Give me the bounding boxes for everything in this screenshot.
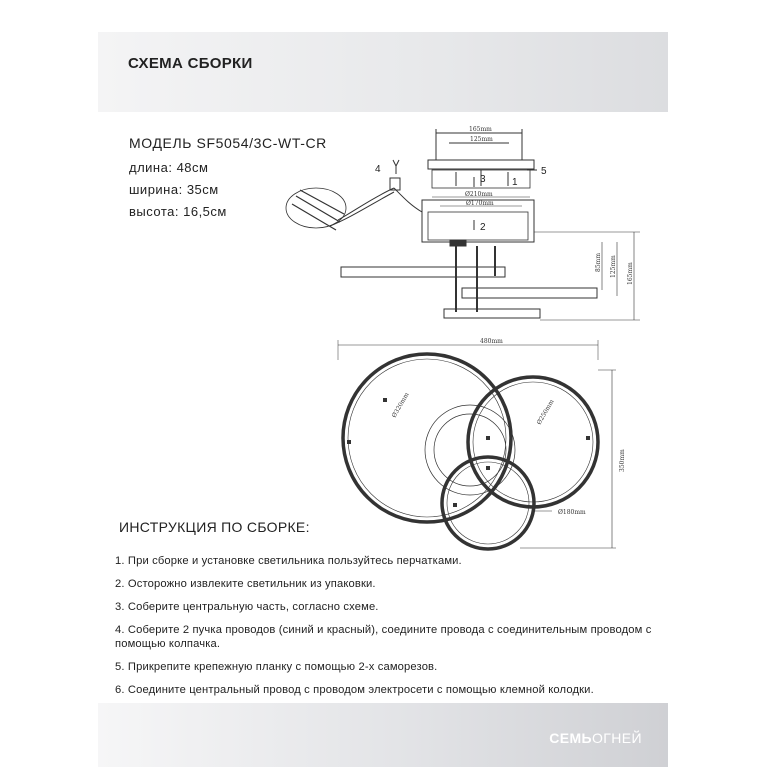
instruction-list <box>115 554 675 706</box>
terminal-block-icon <box>390 178 400 190</box>
instruction-step-6 <box>115 683 675 697</box>
footer-band <box>98 703 668 767</box>
instruction-step-4 <box>115 623 675 651</box>
callout-5: 5 <box>541 166 547 177</box>
step-number: 6. <box>115 684 128 696</box>
power-cable <box>394 188 422 212</box>
dim-label-d210: Ø210mm <box>465 191 493 198</box>
connector-dot-1 <box>383 398 387 402</box>
brand-bold: СЕМЬ <box>549 730 593 746</box>
connector-dot-2 <box>347 440 351 444</box>
dim-label-d320: Ø320mm <box>390 391 411 419</box>
brand-light: ОГНЕЙ <box>592 730 642 746</box>
ring-side-2 <box>462 288 597 298</box>
mounting-plate <box>428 160 534 169</box>
instruction-step-2 <box>115 577 675 591</box>
top-view <box>338 340 616 549</box>
spec-length-value: 48см <box>176 160 209 175</box>
dim-label-85: 85mm <box>595 252 602 272</box>
side-view <box>286 129 640 320</box>
step-text: При сборке и установке светильника пользуйтесь перчатками. <box>127 555 462 567</box>
step-number: 4. <box>115 624 128 636</box>
instruction-step-3 <box>115 600 675 614</box>
callout-2: 2 <box>480 222 486 233</box>
spec-height-label: высота: <box>129 204 184 219</box>
brand-logo <box>549 730 642 746</box>
wire-bundle-1 <box>338 188 394 220</box>
spec-width-value: 35см <box>186 182 219 197</box>
spec-width-label: ширина: <box>129 182 187 197</box>
spec-height-value: 16,5см <box>183 204 227 219</box>
connector-dot-6 <box>453 503 457 507</box>
wire-bundle-2 <box>330 192 394 226</box>
connector-dot-4 <box>586 436 590 440</box>
dim-label-125: 125mm <box>470 136 493 143</box>
step-text: Прикрепите крепежную планку с помощью 2-х саморезов. <box>127 661 438 673</box>
step-text: Соберите 2 пучка проводов (синий и красный), соедините провода с соединительным проводом с помощью колпачка. <box>115 624 652 650</box>
wire-detail-2 <box>292 204 336 230</box>
step-number: 1. <box>115 555 128 567</box>
terminal-block <box>450 240 466 246</box>
callout-4: 4 <box>375 164 381 175</box>
dim-label-d250: Ø250mm <box>535 398 556 426</box>
step-number: 3. <box>115 601 128 613</box>
instruction-step-5 <box>115 660 675 674</box>
model-name: МОДЕЛЬ SF5054/3C-WT-CR <box>129 135 327 151</box>
dim-label-d180: Ø180mm <box>558 509 586 516</box>
ring-large <box>343 354 511 522</box>
step-text: Соедините центральный провод с проводом электросети с помощью клемной колодки. <box>127 684 594 696</box>
instructions-title: ИНСТРУКЦИЯ ПО СБОРКЕ: <box>119 519 310 535</box>
screw-icon <box>393 160 399 174</box>
dim-label-165v: 165mm <box>627 262 634 285</box>
dim-label-165: 165mm <box>469 126 492 133</box>
connector-dot-3 <box>486 436 490 440</box>
callout-1: 1 <box>512 177 518 188</box>
dim-label-480: 480mm <box>480 338 503 345</box>
step-number: 2. <box>115 578 128 590</box>
instruction-step-1 <box>115 554 675 568</box>
callout-3: 3 <box>480 174 486 185</box>
dim-label-125v: 125mm <box>610 255 617 278</box>
ring-side-3 <box>444 309 540 318</box>
page-title: СХЕМА СБОРКИ <box>128 55 253 72</box>
dim-label-350: 350mm <box>619 449 626 472</box>
ring-side-1 <box>341 267 505 277</box>
connector-dot-5 <box>486 466 490 470</box>
ring-small-inner <box>447 462 529 544</box>
step-text: Соберите центральную часть, согласно схеме. <box>127 601 379 613</box>
step-text: Осторожно извлеките светильник из упаковки. <box>127 578 376 590</box>
dim-label-d170: Ø170mm <box>466 200 494 207</box>
spec-length-label: длина: <box>129 160 177 175</box>
step-number: 5. <box>115 661 128 673</box>
housing-inner <box>428 212 528 240</box>
